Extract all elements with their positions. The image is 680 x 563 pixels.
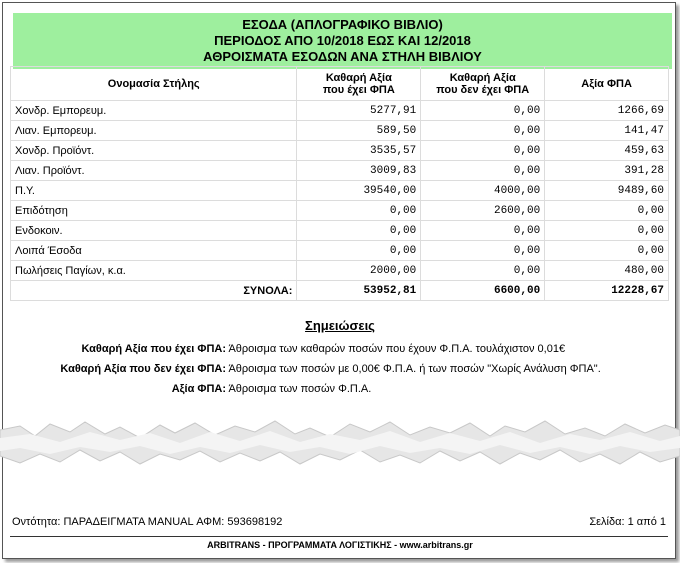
row-vat: 141,47 xyxy=(545,121,669,141)
header-text: Καθαρή Αξία xyxy=(325,71,392,84)
footer-page-number: Σελίδα: 1 από 1 xyxy=(589,516,666,528)
footer-divider xyxy=(10,536,668,537)
row-name: Π.Υ. xyxy=(11,181,297,201)
table-row xyxy=(11,221,669,241)
row-name: Ενδοκοιν. xyxy=(11,221,297,241)
header-text: Καθαρή Αξία xyxy=(449,71,516,84)
row-net-vat: 0,00 xyxy=(297,221,421,241)
row-net-novat: 2600,00 xyxy=(421,201,545,221)
note-key: Αξία ΦΠΑ: xyxy=(171,383,226,395)
row-name: Λιαν. Εμπορευμ. xyxy=(11,121,297,141)
total-net-novat: 6600,00 xyxy=(421,281,545,301)
total-net-vat: 53952,81 xyxy=(297,281,421,301)
row-vat: 0,00 xyxy=(545,221,669,241)
row-net-vat: 0,00 xyxy=(297,201,421,221)
row-vat: 0,00 xyxy=(545,201,669,221)
row-vat: 391,28 xyxy=(545,161,669,181)
table-row xyxy=(11,261,669,281)
notes-title: Σημειώσεις xyxy=(305,318,375,333)
row-vat: 1266,69 xyxy=(545,101,669,121)
table-header-row xyxy=(11,67,669,101)
row-name: Χονδρ. Προϊόντ. xyxy=(11,141,297,161)
row-name: Λιαν. Προϊόντ. xyxy=(11,161,297,181)
row-net-novat: 0,00 xyxy=(421,161,545,181)
report-subtitle: ΑΘΡΟΙΣΜΑΤΑ ΕΣΟΔΩΝ ΑΝΑ ΣΤΗΛΗ ΒΙΒΛΙΟΥ xyxy=(203,49,482,64)
note-text: Άθροισμα των ποσών Φ.Π.Α. xyxy=(228,383,372,395)
row-vat: 9489,60 xyxy=(545,181,669,201)
row-vat: 480,00 xyxy=(545,261,669,281)
row-net-vat: 589,50 xyxy=(297,121,421,141)
row-vat: 0,00 xyxy=(545,241,669,261)
row-net-novat: 0,00 xyxy=(421,221,545,241)
row-net-vat: 2000,00 xyxy=(297,261,421,281)
note-key: Καθαρή Αξία που έχει ΦΠΑ: xyxy=(81,343,226,355)
report-period: ΠΕΡΙΟΔΟΣ ΑΠΟ 10/2018 ΕΩΣ ΚΑΙ 12/2018 xyxy=(214,33,471,48)
total-vat: 12228,67 xyxy=(545,281,669,301)
row-name: Λοιπά Έσοδα xyxy=(11,241,297,261)
row-net-novat: 4000,00 xyxy=(421,181,545,201)
row-net-novat: 0,00 xyxy=(421,141,545,161)
row-name: Πωλήσεις Παγίων, κ.α. xyxy=(11,261,297,281)
table-row xyxy=(11,181,669,201)
footer-entity: Οντότητα: ΠΑΡΑΔΕΙΓΜΑΤΑ MANUAL ΑΦΜ: 593698192 xyxy=(12,516,283,528)
table-row xyxy=(11,201,669,221)
table-row xyxy=(11,161,669,181)
row-name: Χονδρ. Εμπορευμ. xyxy=(11,101,297,121)
note-text: Άθροισμα των καθαρών ποσών που έχουν Φ.Π.Α. τουλάχιστον 0,01€ xyxy=(228,343,566,355)
row-vat: 459,63 xyxy=(545,141,669,161)
column-header-net-vat xyxy=(297,67,421,101)
torn-page-divider xyxy=(0,418,680,468)
table-row xyxy=(11,121,669,141)
note-net-vat xyxy=(10,343,565,355)
note-key: Καθαρή Αξία που δεν έχει ΦΠΑ: xyxy=(60,363,226,375)
table-row xyxy=(11,241,669,261)
row-net-novat: 0,00 xyxy=(421,261,545,281)
row-net-vat: 5277,91 xyxy=(297,101,421,121)
income-totals-table xyxy=(10,66,669,301)
row-net-novat: 0,00 xyxy=(421,101,545,121)
totals-label: ΣΥΝΟΛΑ: xyxy=(11,281,297,301)
note-net-novat xyxy=(10,363,601,375)
table-row xyxy=(11,141,669,161)
totals-row xyxy=(11,281,669,301)
footer-brand: ARBITRANS - ΠΡΟΓΡΑΜΜΑΤΑ ΛΟΓΙΣΤΙΚΗΣ - www.arbitrans.gr xyxy=(207,540,473,550)
header-text: που δεν έχει ΦΠΑ xyxy=(436,83,530,96)
table-row xyxy=(11,101,669,121)
column-header-net-novat xyxy=(421,67,545,101)
row-name: Επιδότηση xyxy=(11,201,297,221)
header-text: που έχει ΦΠΑ xyxy=(322,83,395,96)
row-net-vat: 39540,00 xyxy=(297,181,421,201)
row-net-novat: 0,00 xyxy=(421,241,545,261)
note-vat xyxy=(10,383,371,395)
row-net-vat: 3009,83 xyxy=(297,161,421,181)
report-title: ΕΣΟΔΑ (ΑΠΛΟΓΡΑΦΙΚΟ ΒΙΒΛΙΟ) xyxy=(242,17,443,32)
row-net-vat: 0,00 xyxy=(297,241,421,261)
note-text: Άθροισμα των ποσών με 0,00€ Φ.Π.Α. ή των ποσών "Χωρίς Ανάλυση ΦΠΑ". xyxy=(228,363,601,375)
row-net-novat: 0,00 xyxy=(421,121,545,141)
row-net-vat: 3535,57 xyxy=(297,141,421,161)
report-header xyxy=(13,13,672,69)
column-header-name: Ονομασία Στήλης xyxy=(11,67,297,101)
column-header-vat: Αξία ΦΠΑ xyxy=(545,67,669,101)
